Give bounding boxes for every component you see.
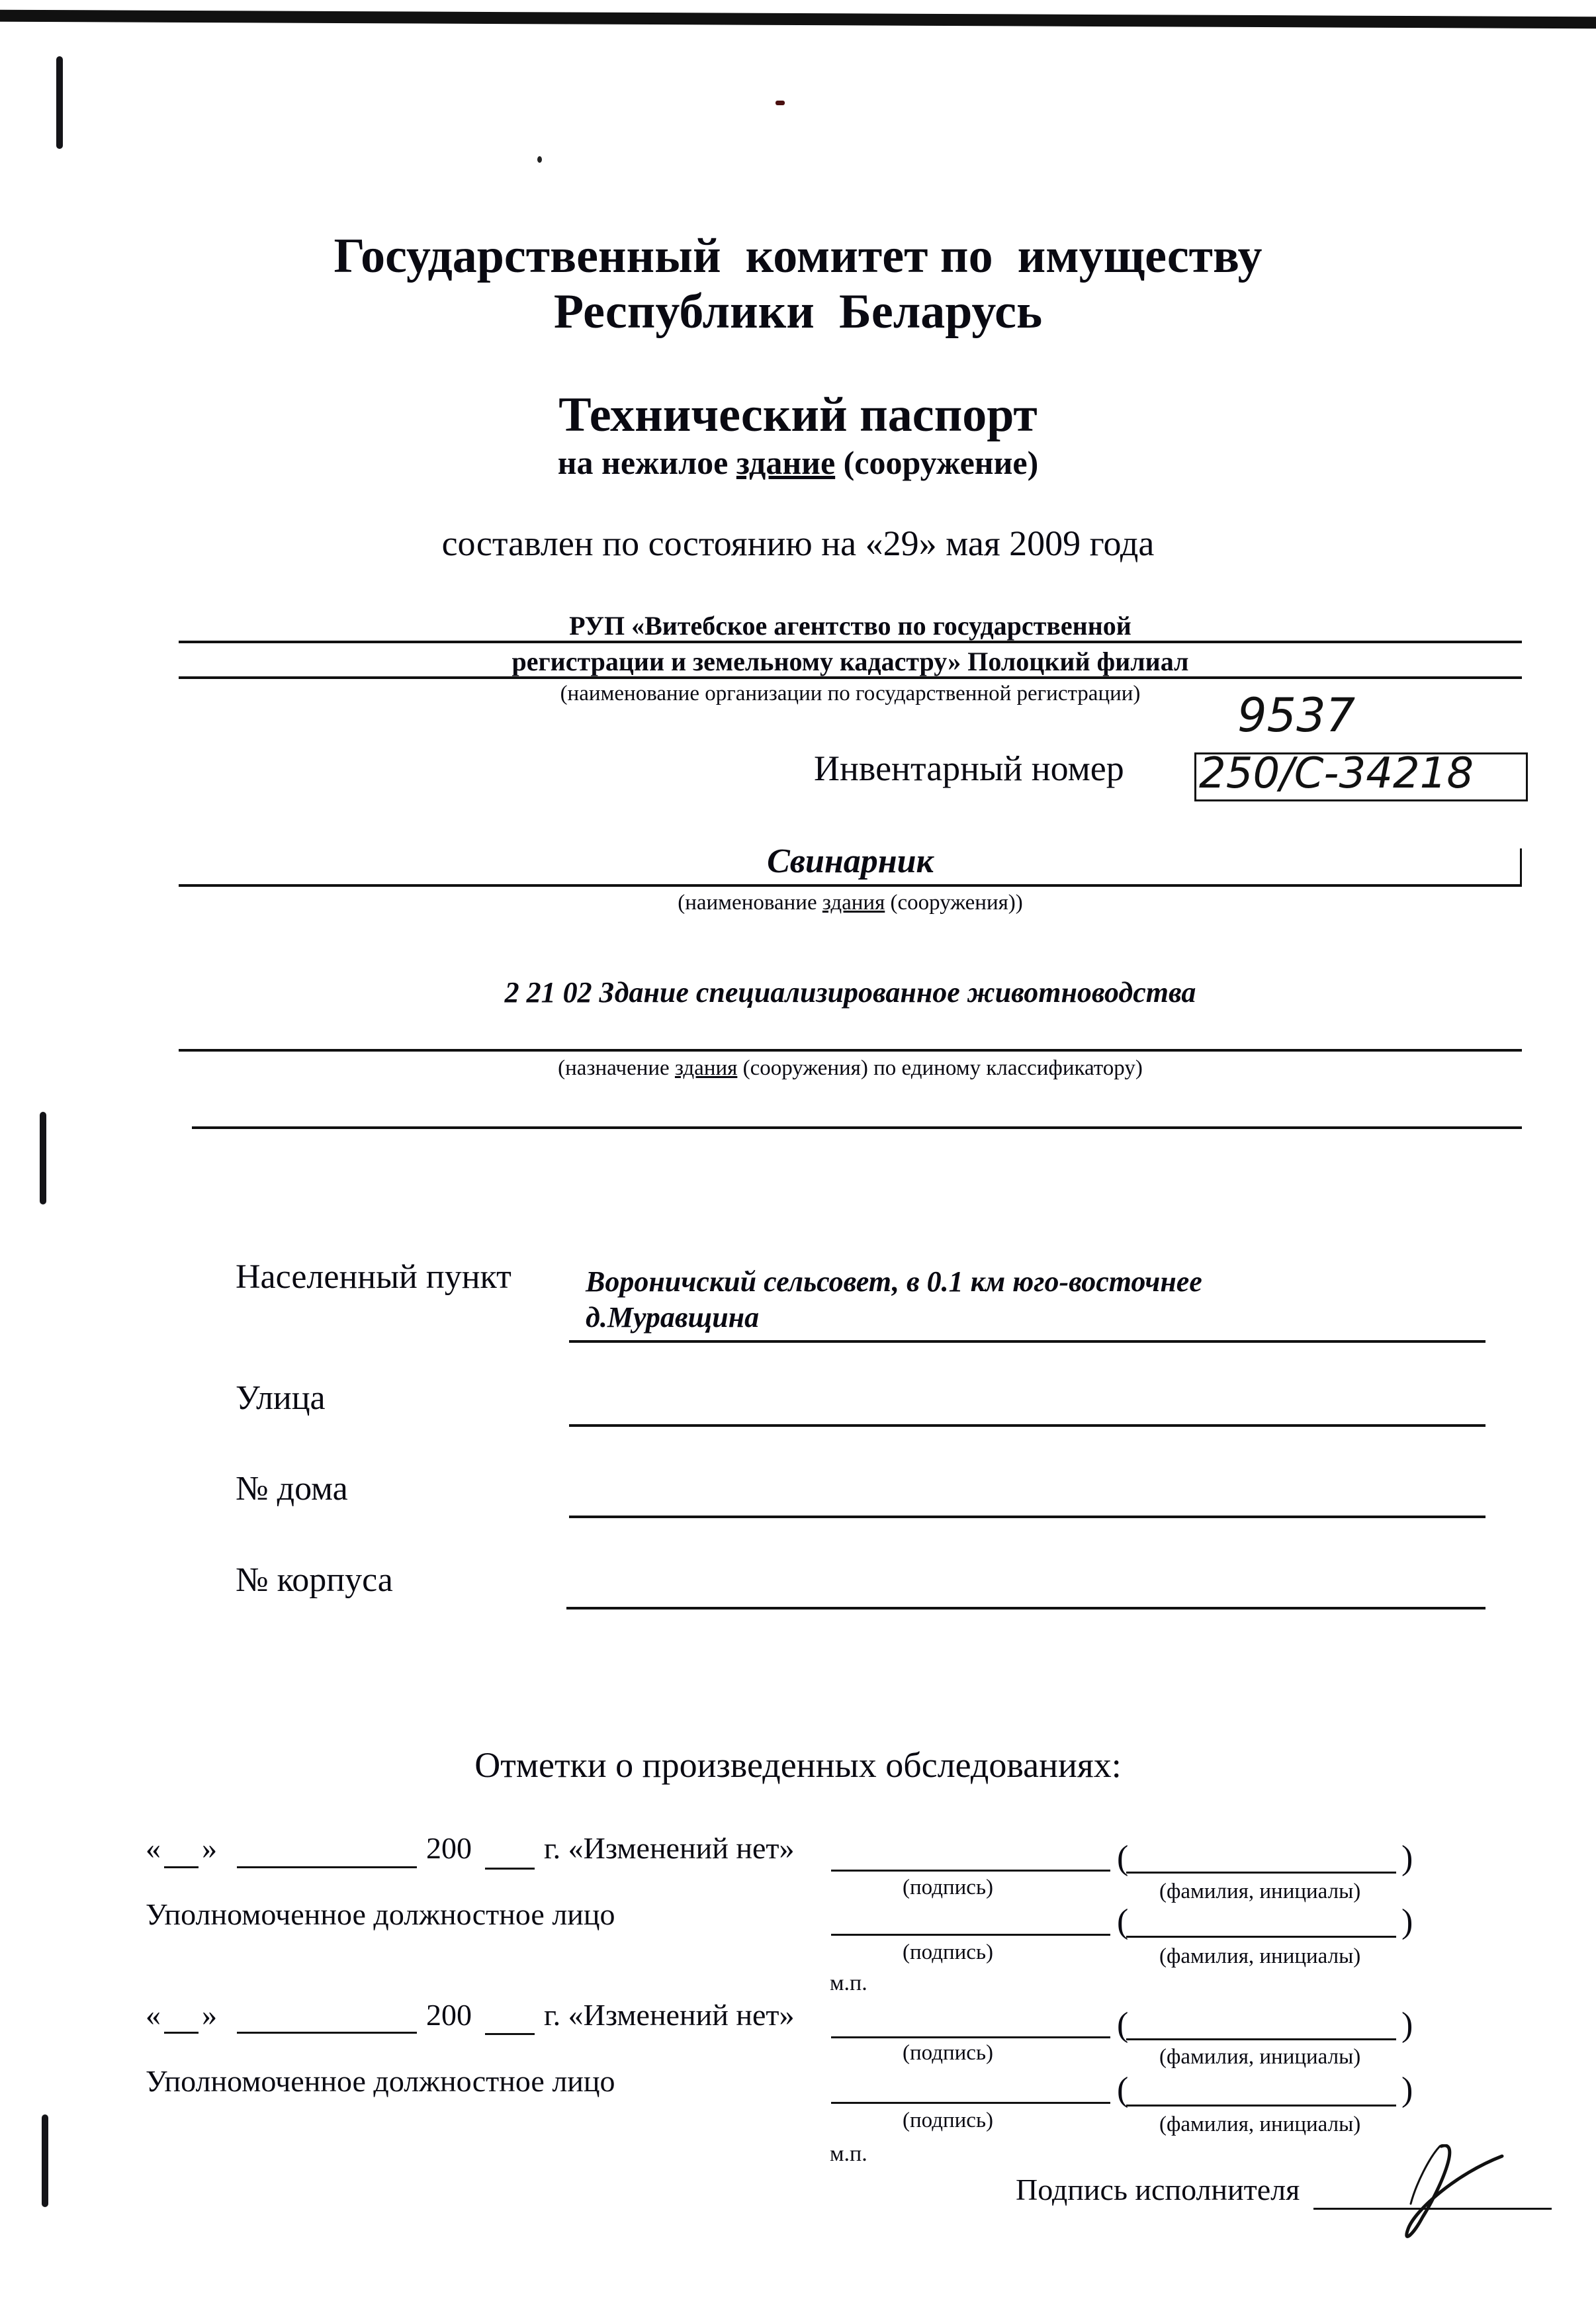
organization-rule-2 — [179, 676, 1522, 679]
survey-date-close: » — [202, 1831, 217, 1865]
caption-suffix: (сооружения)) — [885, 891, 1023, 915]
classification-extra-rule — [192, 1126, 1522, 1129]
paren-close: ) — [1401, 1903, 1413, 1940]
caption-suffix: (сооружения) по единому классификатору) — [737, 1056, 1143, 1080]
survey-day-blank[interactable] — [164, 1866, 199, 1868]
locality-value-line-2: д.Муравщина — [586, 1301, 760, 1334]
locality-value — [586, 1264, 1202, 1336]
inventory-handwritten-note: 9537 — [1237, 688, 1356, 743]
name-caption: (фамилия, инициалы) — [1159, 1944, 1361, 1968]
committee-line-2: Республики Беларусь — [553, 285, 1043, 339]
organization-rule-1 — [179, 641, 1522, 643]
ink-speck — [776, 101, 785, 105]
stamp-label: м.п. — [830, 1971, 867, 1995]
survey-day-blank[interactable] — [164, 2032, 199, 2034]
signature-caption: (подпись) — [903, 2041, 993, 2065]
subtitle-prefix: на нежилое — [557, 444, 736, 481]
survey-date-open: « — [146, 1831, 161, 1865]
survey-signature-line[interactable] — [831, 2036, 1110, 2038]
organization-caption: (наименование организации по государственной регистрации) — [560, 682, 1141, 705]
survey-year-prefix: 200 — [426, 1831, 472, 1865]
caption-prefix: (наименование — [678, 891, 822, 915]
stamp-label: м.п. — [830, 2142, 867, 2166]
inventory-label: Инвентарный номер — [814, 748, 1124, 788]
signature-caption: (подпись) — [903, 1876, 993, 1899]
survey-date-close: » — [202, 1998, 217, 2032]
official-label: Уполномоченное должностное лицо — [146, 1897, 615, 1931]
survey-month-blank[interactable] — [237, 1866, 417, 1868]
survey-no-changes: г. «Изменений нет» — [544, 1998, 795, 2032]
caption-underlined: здания — [822, 891, 885, 915]
survey-year-blank[interactable] — [485, 1868, 535, 1870]
binder-mark-top — [56, 56, 63, 149]
name-caption: (фамилия, инициалы) — [1159, 1880, 1361, 1903]
paren-close: ) — [1401, 2006, 1413, 2044]
official-name-line[interactable] — [1126, 1936, 1396, 1938]
building-number-label: № корпуса — [236, 1561, 393, 1599]
inventory-number-value: 250/С-34218 — [1199, 749, 1474, 798]
survey-signature-line[interactable] — [831, 1870, 1110, 1872]
paren-open: ( — [1117, 2006, 1129, 2044]
signature-caption: (подпись) — [903, 1940, 993, 1964]
street-label: Улица — [236, 1379, 326, 1417]
binder-mark-middle — [40, 1112, 46, 1204]
paren-open: ( — [1117, 1903, 1129, 1940]
survey-date-open: « — [146, 1998, 161, 2032]
paren-close: ) — [1401, 2071, 1413, 2108]
survey-year-prefix: 200 — [426, 1998, 472, 2032]
paren-close: ) — [1401, 1839, 1413, 1877]
surveys-title: Отметки о произведенных обследованиях: — [474, 1745, 1122, 1785]
binder-mark-bottom — [42, 2114, 48, 2207]
locality-value-line-1: Вороничский сельсовет, в 0.1 км юго-восточнее — [586, 1265, 1202, 1298]
building-classification: 2 21 02 Здание специализированное животноводства — [504, 976, 1196, 1009]
scan-top-edge — [0, 10, 1596, 29]
house-number-label: № дома — [236, 1470, 348, 1508]
official-label: Уполномоченное должностное лицо — [146, 2064, 615, 2098]
caption-underlined: здания — [674, 1056, 738, 1080]
house-number-rule — [569, 1516, 1485, 1518]
classification-caption — [179, 1056, 1522, 1081]
building-name-rule — [179, 884, 1522, 887]
survey-name-line[interactable] — [1126, 1872, 1396, 1874]
survey-year-blank[interactable] — [485, 2033, 535, 2035]
survey-no-changes: г. «Изменений нет» — [544, 1831, 795, 1865]
building-name-rule-end — [1520, 848, 1522, 885]
signature-caption: (подпись) — [903, 2108, 993, 2132]
paren-open: ( — [1117, 1839, 1129, 1877]
subtitle-suffix: (сооружение) — [835, 444, 1039, 481]
organization-line-1: РУП «Витебское агентство по государственной — [569, 611, 1131, 641]
survey-name-line[interactable] — [1126, 2038, 1396, 2040]
committee-line-1: Государственный комитет по имуществу — [333, 229, 1263, 283]
building-name: Свинарник — [767, 842, 934, 880]
locality-rule — [569, 1340, 1485, 1343]
official-name-line[interactable] — [1126, 2105, 1396, 2107]
paren-open: ( — [1117, 2071, 1129, 2108]
building-name-caption — [179, 891, 1522, 915]
committee-heading — [0, 228, 1596, 340]
name-caption: (фамилия, инициалы) — [1159, 2045, 1361, 2069]
official-signature-line[interactable] — [831, 2102, 1110, 2104]
name-caption: (фамилия, инициалы) — [1159, 2112, 1361, 2136]
subtitle-selected-type: здание — [736, 444, 836, 481]
compiled-date: составлен по состоянию на «29» мая 2009 года — [441, 523, 1155, 563]
document-title: Технический паспорт — [558, 388, 1038, 442]
document-subtitle — [0, 443, 1596, 482]
organization-line-2: регистрации и земельному кадастру» Полоцкий филиал — [511, 647, 1189, 676]
street-rule — [569, 1424, 1485, 1427]
classification-rule — [179, 1049, 1522, 1052]
ink-speck — [537, 156, 542, 163]
caption-prefix: (назначение — [558, 1056, 675, 1080]
official-signature-line[interactable] — [831, 1934, 1110, 1936]
building-number-rule — [566, 1607, 1485, 1609]
executor-signature-label: Подпись исполнителя — [1016, 2173, 1300, 2206]
survey-month-blank[interactable] — [237, 2032, 417, 2034]
executor-signature-scribble — [1376, 2144, 1529, 2243]
locality-label: Населенный пункт — [236, 1258, 511, 1296]
